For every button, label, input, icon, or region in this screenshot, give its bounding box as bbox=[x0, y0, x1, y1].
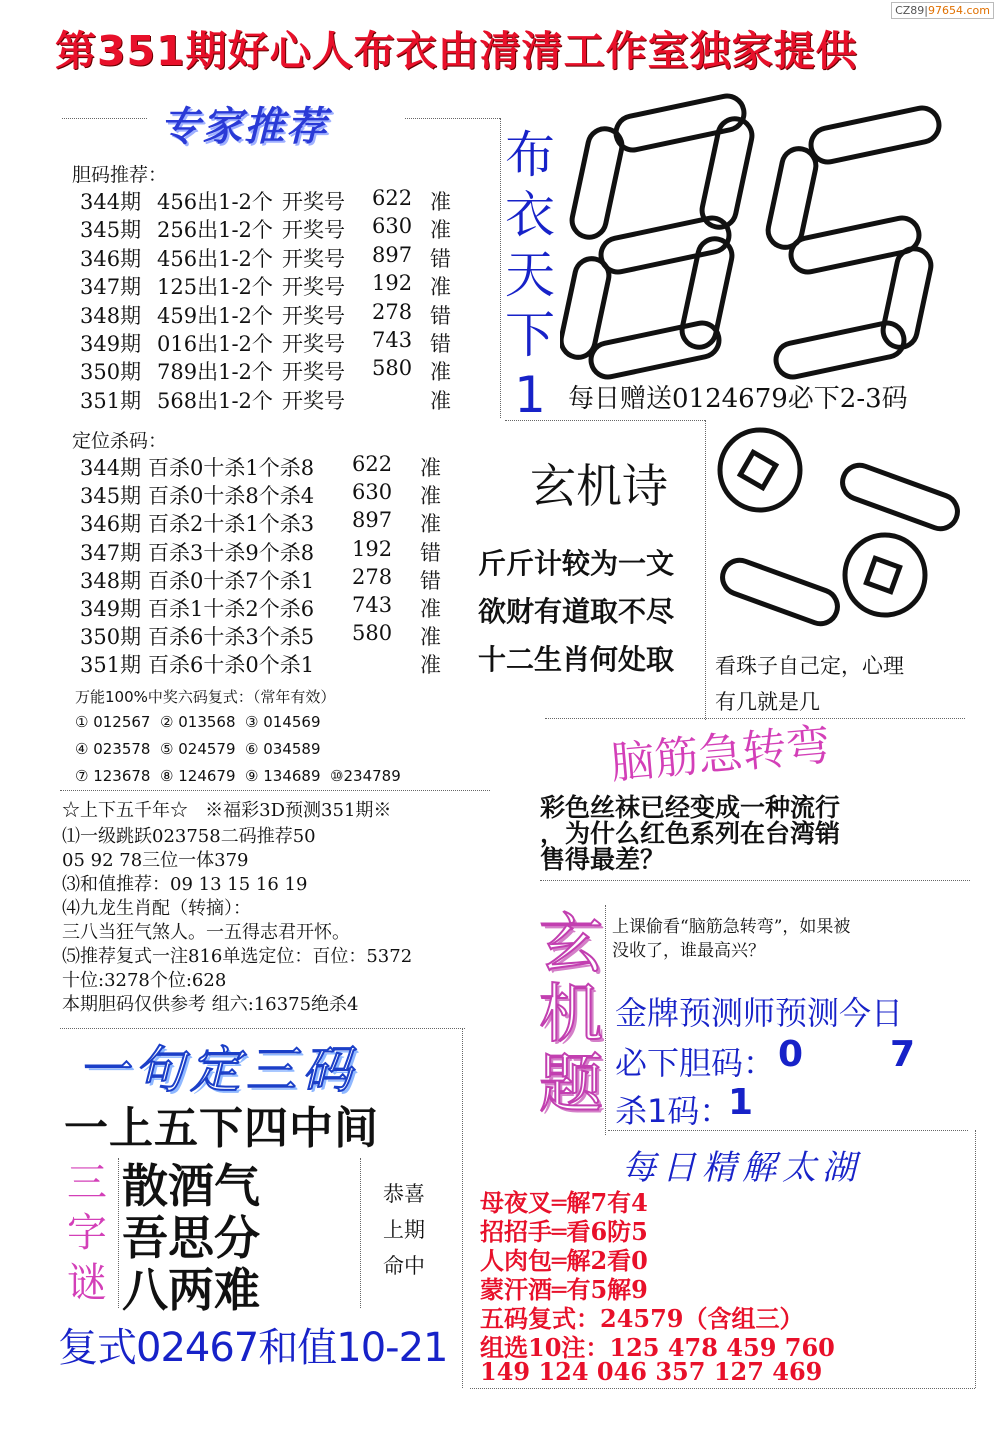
dan-issue: 344期 bbox=[80, 190, 142, 214]
six-code-title: 万能100%中奖六码复式：（常年有效） bbox=[75, 688, 336, 706]
kill-one-value: 1 bbox=[728, 1082, 754, 1123]
riddle-line-2: 吾思分 bbox=[122, 1211, 260, 1265]
kill-result: 743 bbox=[352, 593, 393, 617]
dan-pick: 568出1-2个 bbox=[157, 388, 273, 413]
kill-result: 897 bbox=[352, 508, 393, 533]
riddle-label-char-2: 字 bbox=[67, 1210, 107, 1256]
taihu-line-1: 母夜叉═解7有4 bbox=[480, 1188, 648, 1217]
brain-q2-line-1: 上课偷看“脑筋急转弯”，如果被 bbox=[612, 917, 851, 937]
wuqian-line-5: ⑷九龙生肖配（转摘）： bbox=[62, 898, 251, 919]
xuanjiti-char-1: 玄 bbox=[539, 908, 603, 982]
dan-result: 897 bbox=[372, 242, 413, 267]
dan-row bbox=[80, 328, 480, 356]
yiju-clue: 一上五下四中间 bbox=[64, 1103, 379, 1154]
kill-issue: 348期 bbox=[80, 568, 142, 593]
dan-issue: 346期 bbox=[80, 246, 142, 271]
dan-issue: 351期 bbox=[80, 388, 142, 413]
daily-gift: 每日赠送0124679必下2-3码 bbox=[568, 384, 908, 414]
kill-row bbox=[80, 565, 480, 593]
dan-pick: 016出1-2个 bbox=[157, 332, 273, 356]
dan-result: 192 bbox=[372, 271, 413, 296]
beads-coins-graphic bbox=[710, 425, 960, 650]
must-value-b: 7 bbox=[890, 1034, 916, 1075]
kill-verdict: 准 bbox=[420, 653, 441, 678]
dan-result: 278 bbox=[372, 299, 413, 324]
kill-pick: 百杀0十杀8个杀4 bbox=[148, 484, 315, 509]
kill-pick: 百杀2十杀1个杀3 bbox=[148, 512, 315, 537]
kill-row bbox=[80, 593, 480, 621]
kill-verdict: 准 bbox=[420, 456, 441, 480]
wuqian-line-8: 十位:3278个位:628 bbox=[62, 970, 227, 991]
kill-issue: 349期 bbox=[80, 597, 142, 621]
dan-row bbox=[80, 186, 480, 214]
kill-pick: 百杀0十杀1个杀8 bbox=[148, 456, 315, 480]
kill-verdict: 错 bbox=[420, 568, 441, 593]
riddle-label-char-1: 三 bbox=[67, 1160, 107, 1206]
kill-issue: 351期 bbox=[80, 653, 142, 678]
dan-result: 743 bbox=[372, 328, 413, 352]
dan-pick: 456出1-2个 bbox=[157, 246, 273, 271]
six-code-line-3: ⑦ 123678 ⑧ 124679 ⑨ 134689 ⑩234789 bbox=[75, 767, 401, 785]
riddle-label-char-3: 谜 bbox=[67, 1260, 107, 1306]
watermark-prefix: CZ89 bbox=[895, 4, 925, 17]
dan-row bbox=[80, 300, 480, 328]
page-title: 第351期好心人布衣由清清工作室独家提供 bbox=[55, 27, 858, 75]
budao-vertical bbox=[500, 125, 560, 425]
dan-row bbox=[80, 356, 480, 384]
kill-issue: 344期 bbox=[80, 456, 142, 480]
dan-label: 开奖号 bbox=[282, 360, 345, 385]
budao-char-2: 衣 bbox=[505, 186, 555, 244]
riddle-label bbox=[62, 1158, 112, 1308]
taihu-line-7: 149 124 046 357 127 469 bbox=[480, 1357, 823, 1386]
kill-result: 278 bbox=[352, 564, 393, 589]
kill-verdict: 准 bbox=[420, 512, 441, 537]
kill-pick: 百杀3十杀9个杀8 bbox=[148, 540, 315, 565]
dan-pick: 125出1-2个 bbox=[157, 275, 273, 300]
dan-row bbox=[80, 243, 480, 271]
dan-pick: 459出1-2个 bbox=[157, 303, 273, 328]
kill-row bbox=[80, 480, 480, 508]
poem-note-2: 有几就是几 bbox=[715, 690, 820, 714]
congrats-3: 命中 bbox=[383, 1254, 425, 1278]
dan-label: 开奖号 bbox=[282, 190, 345, 214]
kill-issue: 350期 bbox=[80, 625, 142, 650]
dan-label: 开奖号 bbox=[282, 246, 345, 271]
kill-verdict: 准 bbox=[420, 625, 441, 650]
dan-pick: 456出1-2个 bbox=[157, 190, 273, 214]
poem-heading: 玄机诗 bbox=[530, 459, 668, 513]
dan-issue: 347期 bbox=[80, 275, 142, 300]
dan-verdict: 准 bbox=[430, 388, 451, 413]
poem-line-3: 十二生肖何处取 bbox=[478, 643, 675, 676]
dan-issue: 349期 bbox=[80, 332, 142, 356]
riddle-line-3: 八两难 bbox=[122, 1263, 260, 1317]
brain-heading: 脑筋急转弯 bbox=[608, 719, 833, 790]
dan-pick: 789出1-2个 bbox=[157, 360, 273, 385]
kill-row bbox=[80, 649, 480, 677]
kill-issue: 347期 bbox=[80, 540, 142, 565]
budao-char-3: 天 bbox=[505, 246, 555, 304]
dan-result: 622 bbox=[372, 186, 413, 210]
kill-one-label: 杀1码： bbox=[615, 1092, 732, 1130]
budao-char-4: 下 bbox=[505, 306, 555, 364]
kill-pick: 百杀6十杀3个杀5 bbox=[148, 625, 315, 650]
kill-result: 630 bbox=[352, 480, 393, 505]
dan-label: 开奖号 bbox=[282, 388, 345, 413]
kill-verdict: 准 bbox=[420, 597, 441, 621]
xuanjiti-char-3: 题 bbox=[539, 1048, 603, 1122]
xuanjiti-char-2: 机 bbox=[539, 978, 603, 1052]
kill-result: 580 bbox=[352, 621, 393, 646]
brain-q1-line-2: ，为什么红色系列在台湾销 bbox=[540, 819, 841, 848]
dan-issue: 345期 bbox=[80, 218, 142, 243]
riddle-line-1: 散酒气 bbox=[122, 1159, 260, 1213]
dan-row bbox=[80, 214, 480, 242]
wuqian-line-4: ⑶和值推荐：09 13 15 16 19 bbox=[62, 874, 308, 895]
congrats-1: 恭喜 bbox=[383, 1182, 425, 1206]
dan-row bbox=[80, 385, 480, 413]
six-code-line-2: ④ 023578 ⑤ 024579 ⑥ 034589 bbox=[75, 740, 321, 758]
poem-line-1: 斤斤计较为一文 bbox=[478, 547, 675, 580]
kill-pick: 百杀0十杀7个杀1 bbox=[148, 568, 315, 593]
dan-result: 630 bbox=[372, 214, 413, 239]
fushi-line: 复式02467和值10-21 bbox=[58, 1325, 448, 1371]
dan-pick: 256出1-2个 bbox=[157, 218, 273, 243]
poem-note-1: 看珠子自己定，心理 bbox=[715, 654, 904, 678]
taihu-line-5: 五码复式：24579（含组三） bbox=[480, 1304, 804, 1333]
dan-verdict: 错 bbox=[430, 332, 451, 356]
kill-verdict: 准 bbox=[420, 484, 441, 509]
must-label: 必下胆码： bbox=[615, 1044, 776, 1082]
congrats-2: 上期 bbox=[383, 1218, 425, 1242]
gold-title: 金牌预测师预测今日 bbox=[615, 994, 904, 1032]
taihu-line-4: 蒙汗酒═有5解9 bbox=[480, 1275, 648, 1304]
taihu-heading: 每日精解太湖 bbox=[622, 1148, 862, 1188]
kill-result: 622 bbox=[352, 452, 393, 476]
budao-char-5: 1 bbox=[514, 366, 546, 424]
seven-segment-85-graphic bbox=[560, 78, 980, 383]
budao-char-1: 布 bbox=[505, 126, 555, 184]
six-code-line-1: ① 012567 ② 013568 ③ 014569 bbox=[75, 713, 321, 731]
expert-heading: 专家推荐 bbox=[160, 104, 328, 150]
wuqian-line-9: 本期胆码仅供参考 组六:16375绝杀4 bbox=[62, 994, 359, 1015]
dan-label: 开奖号 bbox=[282, 303, 345, 328]
kill-row bbox=[80, 508, 480, 536]
kill-verdict: 错 bbox=[420, 540, 441, 565]
dan-label: 开奖号 bbox=[282, 218, 345, 243]
kill-row bbox=[80, 537, 480, 565]
taihu-line-2: 招招手═看6防5 bbox=[480, 1217, 648, 1246]
must-value-a: 0 bbox=[778, 1034, 804, 1075]
dan-row bbox=[80, 271, 480, 299]
watermark-site: 97654.com bbox=[928, 4, 990, 17]
kill-pick: 百杀6十杀0个杀1 bbox=[148, 653, 315, 678]
brain-q1-line-3: 售得最差？ bbox=[540, 845, 666, 874]
dan-verdict: 准 bbox=[430, 360, 451, 385]
taihu-line-3: 人肉包═解2看0 bbox=[480, 1246, 648, 1275]
wuqian-line-3: 05 92 78三位一体379 bbox=[62, 850, 249, 871]
taihu-line-6: 组选10注：125 478 459 760 bbox=[480, 1333, 835, 1362]
kill-issue: 345期 bbox=[80, 484, 142, 509]
dan-issue: 348期 bbox=[80, 303, 142, 328]
kill-label: 定位杀码： bbox=[72, 430, 168, 452]
xuanjiti-vertical bbox=[536, 910, 606, 1120]
kill-row bbox=[80, 452, 480, 480]
brain-q2-line-2: 没收了，谁最高兴？ bbox=[612, 941, 765, 961]
dan-verdict: 准 bbox=[430, 218, 451, 243]
dan-issue: 350期 bbox=[80, 360, 142, 385]
dan-verdict: 准 bbox=[430, 190, 451, 214]
dan-verdict: 错 bbox=[430, 246, 451, 271]
dan-label: 开奖号 bbox=[282, 275, 345, 300]
dan-verdict: 准 bbox=[430, 275, 451, 300]
kill-row bbox=[80, 621, 480, 649]
wuqian-line-2: ⑴一级跳跃023758二码推荐50 bbox=[62, 826, 316, 847]
kill-result: 192 bbox=[352, 536, 393, 561]
kill-issue: 346期 bbox=[80, 512, 142, 537]
dan-verdict: 错 bbox=[430, 303, 451, 328]
yiju-heading: 一句定三码 bbox=[78, 1041, 358, 1099]
dan-label: 胆码推荐： bbox=[72, 164, 168, 186]
wuqian-line-1: ☆上下五千年☆ ※福彩3D预测351期※ bbox=[62, 800, 392, 821]
poem-line-2: 欲财有道取不尽 bbox=[478, 595, 675, 628]
dan-result: 580 bbox=[372, 356, 413, 381]
dan-label: 开奖号 bbox=[282, 332, 345, 356]
kill-pick: 百杀1十杀2个杀6 bbox=[148, 597, 315, 621]
brain-q1-line-1: 彩色丝袜已经变成一种流行 bbox=[540, 793, 841, 822]
wuqian-line-7: ⑸推荐复式一注816单选定位：百位：5372 bbox=[62, 946, 413, 967]
wuqian-line-6: 三八当狂气煞人。一五得志君开怀。 bbox=[62, 922, 350, 943]
site-watermark[interactable]: CZ89|97654.com bbox=[891, 2, 994, 19]
